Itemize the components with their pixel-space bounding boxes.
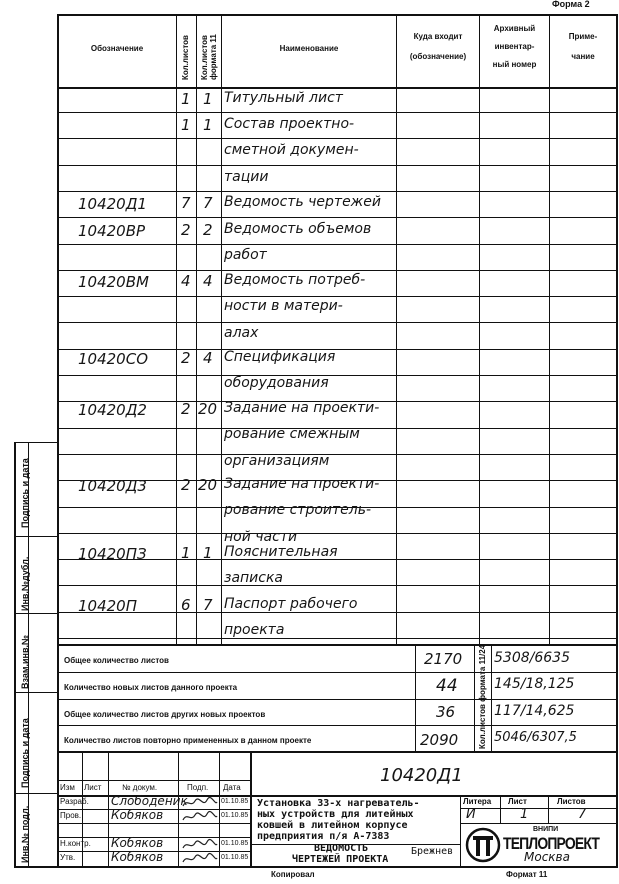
row-name-line: Ведомость объемов (224, 221, 372, 237)
row-name-line: рование смежным (224, 426, 360, 442)
row-sheet-count-f11: 7 (203, 194, 213, 212)
stamp-role-name: Кобяков (111, 836, 164, 850)
side-label-inv-podl: Инв.№ подл. (20, 805, 30, 863)
stamp-col (82, 752, 83, 866)
new-f11: 145/18,125 (494, 676, 575, 692)
stamp-doc-no: № докум. (122, 783, 158, 792)
row-sheet-count: 2 (181, 476, 191, 494)
new-value: 44 (436, 676, 458, 696)
stamp-line (57, 780, 252, 781)
header-sheet-count-f11: Кол.листов формата 11 (200, 34, 218, 80)
row-name-line: Паспорт рабочего (224, 596, 358, 612)
signature-icon (181, 838, 219, 852)
stamp-right-col (548, 795, 549, 823)
row-name-line: тации (224, 169, 269, 185)
org-name: ТЕПЛОПРОЕКТ (503, 834, 600, 853)
header-archive-2: инвентар- (494, 42, 535, 51)
totals-col (415, 644, 416, 752)
col-line-4 (396, 14, 397, 644)
row-name-line: записка (224, 570, 284, 586)
stamp-title-line-1: Установка 33-х нагреватель- (257, 798, 420, 809)
side-label-sign-date-bottom: Подпись и дата (20, 718, 30, 788)
col-line-1 (176, 14, 177, 644)
row-sheet-count: 1 (181, 116, 191, 134)
col-line-2 (196, 14, 197, 644)
row-line (57, 112, 618, 113)
stamp-sheet-title-2: ЧЕРТЕЖЕЙ ПРОЕКТА (292, 854, 389, 865)
side-strip-left (14, 442, 16, 867)
col-line-3 (221, 14, 222, 644)
stamp-title-line-3: ковшей в литейном корпусе (257, 820, 408, 831)
stamp-sheets: Листов (557, 797, 586, 806)
row-line (57, 533, 618, 534)
row-line (57, 454, 618, 455)
new-label: Количество новых листов данного проекта (64, 683, 238, 692)
stamp-right-col (460, 795, 461, 866)
row-sheet-count-f11: 1 (203, 544, 213, 562)
side-strip-divider (14, 442, 58, 443)
row-name-line: проекта (224, 622, 285, 638)
stamp-podp: Подп. (187, 783, 209, 792)
row-designation: 10420ВР (78, 222, 146, 240)
header-designation: Обозначение (90, 44, 144, 53)
side-label-sign-date-top: Подпись и дата (20, 458, 30, 528)
row-line (57, 322, 618, 323)
row-sheet-count-f11: 1 (203, 116, 213, 134)
stamp-role: Н.контр. (60, 839, 91, 848)
row-sheet-count-f11: 20 (198, 400, 218, 418)
stamp-sheet-stamp-name: Брежнев (411, 846, 454, 857)
stamp-code: 10420Д1 (380, 765, 463, 786)
org-city: Москва (524, 850, 570, 864)
row-line (57, 612, 618, 613)
stamp-right-line (460, 823, 618, 824)
row-designation: 10420ПЗ (78, 545, 147, 563)
stamp-sheet-value: 1 (520, 807, 529, 822)
stamp-role-name: Кобяков (111, 808, 164, 822)
stamp-role: Разраб. (60, 797, 89, 806)
row-sheet-count-f11: 7 (203, 596, 213, 614)
totals-row-line (57, 672, 618, 673)
header-note-1: Приме- (568, 32, 598, 41)
f11-vertical-label: Кол.листов формата 11/24 (478, 644, 487, 749)
row-line (57, 217, 618, 218)
row-line (57, 138, 618, 139)
totals-row-line (57, 725, 618, 726)
row-sheet-count: 1 (181, 90, 191, 108)
signature-icon (181, 852, 219, 866)
row-name-line: сметной докумен- (224, 142, 359, 158)
side-strip-divider (14, 692, 58, 693)
row-line (57, 296, 618, 297)
stamp-col (108, 752, 109, 866)
other-f11: 117/14,625 (494, 703, 575, 719)
col-line-5 (479, 14, 480, 644)
total-label: Общее количество листов (64, 656, 169, 665)
stamp-col (219, 752, 220, 866)
stamp-role-date: 01.10.85 (221, 854, 249, 861)
row-name-line: организациям (224, 453, 330, 469)
total-value: 2170 (424, 650, 463, 668)
stamp-izm: Изм (60, 783, 75, 792)
signature-icon (181, 810, 219, 824)
row-sheet-count: 2 (181, 349, 191, 367)
frame-right (616, 14, 618, 866)
totals-col (491, 644, 492, 752)
stamp-list: Лист (84, 783, 102, 792)
org-small: ВНИПИ (533, 826, 559, 833)
reused-f11: 5046/6307,5 (494, 730, 577, 745)
footer-copied: Копировал (271, 870, 315, 879)
row-sheet-count-f11: 2 (203, 221, 213, 239)
stamp-litera: Литера (463, 797, 492, 806)
row-name-line: ности в матери- (224, 298, 343, 314)
stamp-right-col (500, 795, 501, 823)
footer-format: Формат 11 (506, 870, 548, 879)
reused-value: 2090 (420, 731, 459, 749)
stamp-line (57, 823, 252, 824)
row-name-line: работ (224, 247, 267, 263)
stamp-role-name: Кобяков (111, 850, 164, 864)
header-bottom (57, 87, 618, 89)
row-sheet-count: 6 (181, 596, 191, 614)
stamp-sheet: Лист (508, 797, 527, 806)
totals-row-line (57, 699, 618, 700)
row-name-line: Титульный лист (224, 90, 343, 106)
side-strip-divider (14, 613, 58, 614)
stamp-sheet-title-1: ВЕДОМОСТЬ (314, 843, 369, 854)
signature-icon (181, 796, 219, 810)
row-sheet-count-f11: 4 (203, 272, 213, 290)
other-value: 36 (436, 703, 456, 721)
reused-label: Количество листов повторно примененных в данном проекте (64, 736, 312, 745)
stamp-data: Дата (223, 783, 241, 792)
row-line (57, 270, 618, 271)
row-line (57, 191, 618, 192)
row-sheet-count-f11: 20 (198, 476, 218, 494)
stamp-role-date: 01.10.85 (221, 840, 249, 847)
stamp-role: Пров. (60, 811, 82, 820)
row-designation: 10420СО (78, 350, 148, 368)
form-label: Форма 2 (552, 0, 590, 9)
side-strip-divider (14, 536, 58, 537)
stamp-title-line-2: ных устройств для литейных (257, 809, 414, 820)
frame-top (57, 14, 618, 16)
frame-bottom (14, 866, 618, 868)
row-line (57, 165, 618, 166)
stamp-role-name: Слободеник (111, 794, 188, 808)
row-name-line: Ведомость чертежей (224, 194, 382, 210)
row-name-line: Задание на проекти- (224, 476, 380, 492)
totals-top (57, 644, 618, 646)
row-sheet-count-f11: 4 (203, 349, 213, 367)
row-name-line: ной части (224, 529, 298, 545)
side-strip-divider (14, 793, 58, 794)
stamp-col (178, 752, 179, 866)
row-designation: 10420Д3 (78, 477, 147, 495)
row-sheet-count: 7 (181, 194, 191, 212)
other-label: Общее количество листов других новых проектов (64, 710, 266, 719)
stamp-title-line-4: предприятия п/я А-7383 (257, 831, 390, 842)
row-line (57, 375, 618, 376)
row-name-line: Задание на проекти- (224, 400, 380, 416)
header-note-2: чание (571, 52, 595, 61)
header-name: Наименование (279, 44, 339, 53)
row-line (57, 244, 618, 245)
totals-col (474, 644, 475, 752)
row-name-line: алах (224, 325, 259, 341)
stamp-role-date: 01.10.85 (221, 812, 249, 819)
header-where-2: (обозначение) (409, 52, 467, 61)
row-name-line: Состав проектно- (224, 116, 355, 132)
row-sheet-count: 2 (181, 221, 191, 239)
total-f11: 5308/6635 (494, 650, 570, 666)
col-line-6 (549, 14, 550, 644)
row-sheet-count-f11: 1 (203, 90, 213, 108)
row-sheet-count: 4 (181, 272, 191, 290)
side-label-inv-dubl: Инв.№дубл. (20, 556, 30, 611)
stamp-role: Утв. (60, 853, 76, 862)
totals-bottom (57, 751, 618, 753)
header-archive-3: ный номер (492, 60, 537, 69)
header-sheet-count: Кол.листов (181, 35, 190, 80)
row-designation: 10420Д1 (78, 195, 147, 213)
stamp-sheets-value: 7 (578, 807, 587, 822)
row-designation: 10420П (78, 597, 137, 615)
row-line (57, 585, 618, 586)
row-sheet-count: 1 (181, 544, 191, 562)
row-name-line: Спецификация (224, 349, 336, 365)
row-line (57, 638, 618, 639)
row-sheet-count: 2 (181, 400, 191, 418)
row-designation: 10420ВМ (78, 273, 149, 291)
row-designation: 10420Д2 (78, 401, 147, 419)
row-name-line: рование строитель- (224, 502, 372, 518)
row-name-line: оборудования (224, 375, 329, 391)
stamp-litera-value: И (466, 807, 476, 822)
header-where-1: Куда входит (413, 32, 463, 41)
stamp-role-date: 01.10.85 (221, 798, 249, 805)
row-name-line: Пояснительная (224, 544, 338, 560)
row-name-line: Ведомость потреб- (224, 272, 366, 288)
org-logo-icon (465, 826, 501, 864)
header-archive-1: Архивный (493, 24, 536, 33)
side-label-vzam-inv: Взам.инв.№ (20, 634, 30, 689)
frame-left (57, 14, 59, 866)
stamp-right-line (460, 808, 618, 809)
